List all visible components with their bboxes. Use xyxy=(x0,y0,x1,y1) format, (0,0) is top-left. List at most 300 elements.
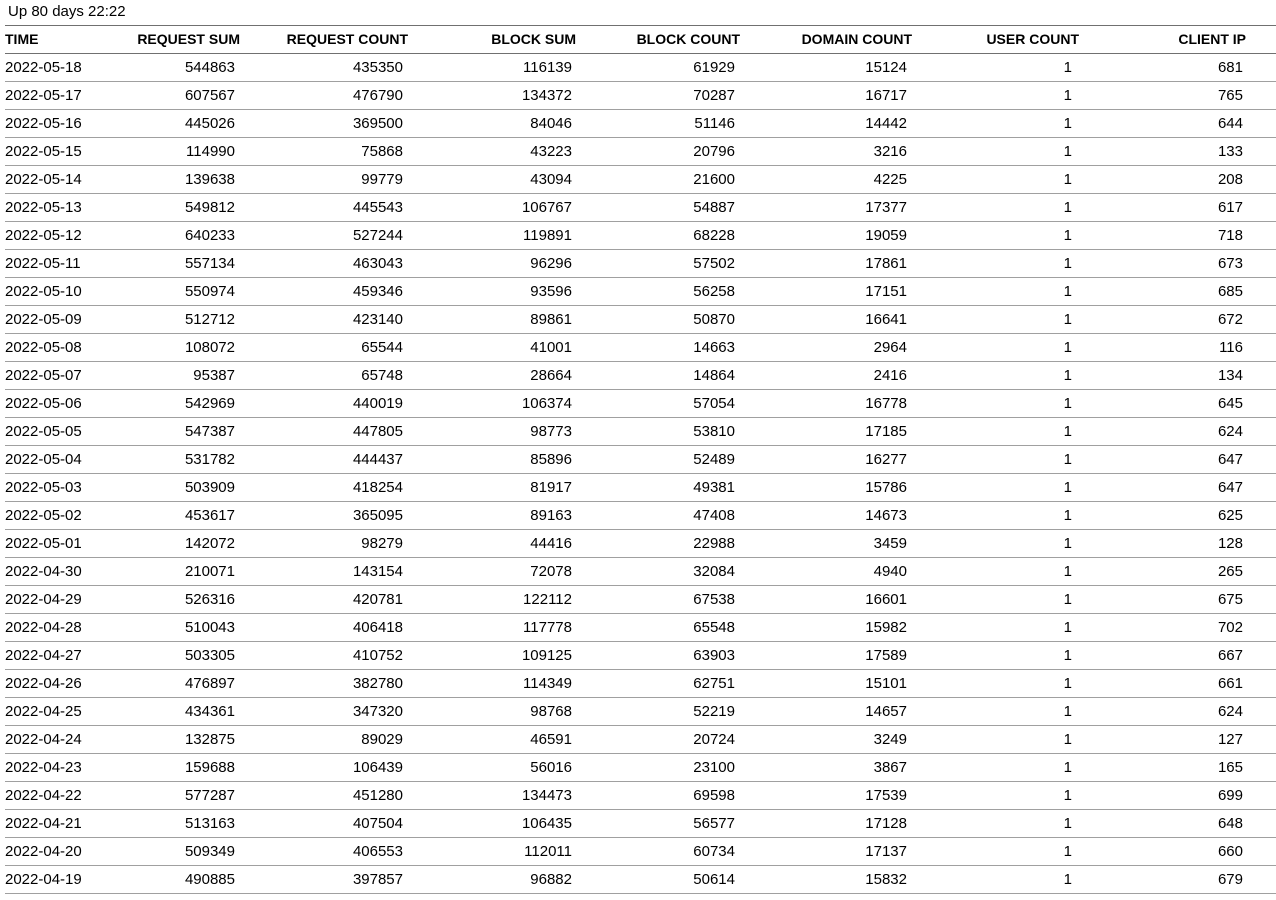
cell-request-sum: 531782 xyxy=(86,446,240,474)
cell-domain-count: 16717 xyxy=(740,82,912,110)
cell-user-count: 1 xyxy=(912,194,1079,222)
cell-block-sum: 56016 xyxy=(408,754,576,782)
cell-block-count: 49381 xyxy=(576,474,740,502)
cell-domain-count: 17377 xyxy=(740,194,912,222)
header-request-sum: REQUEST SUM xyxy=(86,26,240,54)
cell-user-count: 1 xyxy=(912,670,1079,698)
cell-time: 2022-05-12 xyxy=(5,222,86,250)
cell-spacer xyxy=(1246,54,1276,82)
cell-block-sum: 96296 xyxy=(408,250,576,278)
cell-client-ip: 208 xyxy=(1079,166,1246,194)
cell-domain-count: 16601 xyxy=(740,586,912,614)
cell-request-count: 65544 xyxy=(240,334,408,362)
cell-block-sum: 44416 xyxy=(408,530,576,558)
cell-request-count: 382780 xyxy=(240,670,408,698)
cell-user-count: 1 xyxy=(912,362,1079,390)
cell-request-count: 365095 xyxy=(240,502,408,530)
cell-time: 2022-05-05 xyxy=(5,418,86,446)
cell-spacer xyxy=(1246,782,1276,810)
table-row xyxy=(5,866,1276,894)
cell-block-sum: 72078 xyxy=(408,558,576,586)
cell-spacer xyxy=(1246,586,1276,614)
table-row xyxy=(5,306,1276,334)
cell-spacer xyxy=(1246,334,1276,362)
cell-time: 2022-05-10 xyxy=(5,278,86,306)
cell-block-sum: 109125 xyxy=(408,642,576,670)
cell-block-count: 14864 xyxy=(576,362,740,390)
cell-user-count: 1 xyxy=(912,810,1079,838)
cell-request-count: 451280 xyxy=(240,782,408,810)
cell-domain-count: 16641 xyxy=(740,306,912,334)
cell-client-ip: 718 xyxy=(1079,222,1246,250)
cell-spacer xyxy=(1246,866,1276,894)
cell-domain-count: 17861 xyxy=(740,250,912,278)
cell-spacer xyxy=(1246,250,1276,278)
cell-time: 2022-04-28 xyxy=(5,614,86,642)
cell-user-count: 1 xyxy=(912,446,1079,474)
cell-block-sum: 84046 xyxy=(408,110,576,138)
cell-domain-count: 2964 xyxy=(740,334,912,362)
table-row xyxy=(5,558,1276,586)
header-client-ip: CLIENT IP xyxy=(1079,26,1246,54)
table-row xyxy=(5,110,1276,138)
cell-domain-count: 17539 xyxy=(740,782,912,810)
cell-block-sum: 93596 xyxy=(408,278,576,306)
cell-request-count: 459346 xyxy=(240,278,408,306)
cell-request-sum: 547387 xyxy=(86,418,240,446)
cell-spacer xyxy=(1246,670,1276,698)
cell-user-count: 1 xyxy=(912,250,1079,278)
cell-request-sum: 503909 xyxy=(86,474,240,502)
cell-spacer xyxy=(1246,726,1276,754)
cell-spacer xyxy=(1246,530,1276,558)
cell-request-count: 98279 xyxy=(240,530,408,558)
cell-block-count: 60734 xyxy=(576,838,740,866)
cell-block-count: 52219 xyxy=(576,698,740,726)
cell-request-count: 418254 xyxy=(240,474,408,502)
cell-client-ip: 624 xyxy=(1079,418,1246,446)
cell-spacer xyxy=(1246,810,1276,838)
header-spacer xyxy=(1246,26,1276,54)
header-time: TIME xyxy=(5,26,86,54)
cell-user-count: 1 xyxy=(912,782,1079,810)
cell-client-ip: 647 xyxy=(1079,446,1246,474)
cell-time: 2022-04-24 xyxy=(5,726,86,754)
cell-request-sum: 445026 xyxy=(86,110,240,138)
cell-user-count: 1 xyxy=(912,530,1079,558)
table-row xyxy=(5,614,1276,642)
cell-block-count: 32084 xyxy=(576,558,740,586)
cell-time: 2022-05-15 xyxy=(5,138,86,166)
cell-time: 2022-04-21 xyxy=(5,810,86,838)
cell-client-ip: 624 xyxy=(1079,698,1246,726)
table-row xyxy=(5,726,1276,754)
cell-user-count: 1 xyxy=(912,502,1079,530)
table-row xyxy=(5,502,1276,530)
table-row xyxy=(5,362,1276,390)
cell-block-sum: 112011 xyxy=(408,838,576,866)
cell-block-sum: 98773 xyxy=(408,418,576,446)
cell-block-sum: 28664 xyxy=(408,362,576,390)
cell-block-count: 51146 xyxy=(576,110,740,138)
cell-user-count: 1 xyxy=(912,334,1079,362)
cell-request-sum: 108072 xyxy=(86,334,240,362)
table-row xyxy=(5,782,1276,810)
cell-time: 2022-04-26 xyxy=(5,670,86,698)
cell-request-sum: 503305 xyxy=(86,642,240,670)
cell-request-count: 99779 xyxy=(240,166,408,194)
cell-block-sum: 122112 xyxy=(408,586,576,614)
cell-spacer xyxy=(1246,278,1276,306)
cell-block-count: 52489 xyxy=(576,446,740,474)
cell-domain-count: 3216 xyxy=(740,138,912,166)
cell-request-sum: 509349 xyxy=(86,838,240,866)
cell-time: 2022-04-19 xyxy=(5,866,86,894)
cell-client-ip: 702 xyxy=(1079,614,1246,642)
table-row xyxy=(5,222,1276,250)
cell-block-sum: 98768 xyxy=(408,698,576,726)
cell-domain-count: 3867 xyxy=(740,754,912,782)
table-row xyxy=(5,754,1276,782)
cell-block-count: 56258 xyxy=(576,278,740,306)
cell-client-ip: 648 xyxy=(1079,810,1246,838)
cell-spacer xyxy=(1246,502,1276,530)
cell-request-sum: 640233 xyxy=(86,222,240,250)
cell-request-count: 406418 xyxy=(240,614,408,642)
cell-domain-count: 17128 xyxy=(740,810,912,838)
table-row xyxy=(5,586,1276,614)
cell-user-count: 1 xyxy=(912,698,1079,726)
cell-block-sum: 43094 xyxy=(408,166,576,194)
cell-request-sum: 607567 xyxy=(86,82,240,110)
table-row xyxy=(5,82,1276,110)
cell-request-sum: 557134 xyxy=(86,250,240,278)
cell-request-sum: 476897 xyxy=(86,670,240,698)
cell-domain-count: 2416 xyxy=(740,362,912,390)
cell-spacer xyxy=(1246,362,1276,390)
cell-request-sum: 132875 xyxy=(86,726,240,754)
cell-block-count: 53810 xyxy=(576,418,740,446)
cell-block-count: 57502 xyxy=(576,250,740,278)
cell-time: 2022-05-02 xyxy=(5,502,86,530)
cell-block-sum: 89163 xyxy=(408,502,576,530)
cell-client-ip: 644 xyxy=(1079,110,1246,138)
header-block-count: BLOCK COUNT xyxy=(576,26,740,54)
cell-request-sum: 95387 xyxy=(86,362,240,390)
cell-block-sum: 81917 xyxy=(408,474,576,502)
cell-spacer xyxy=(1246,642,1276,670)
cell-block-count: 57054 xyxy=(576,390,740,418)
cell-request-count: 423140 xyxy=(240,306,408,334)
cell-time: 2022-04-29 xyxy=(5,586,86,614)
cell-block-count: 70287 xyxy=(576,82,740,110)
table-row xyxy=(5,838,1276,866)
cell-block-count: 54887 xyxy=(576,194,740,222)
cell-spacer xyxy=(1246,418,1276,446)
cell-client-ip: 675 xyxy=(1079,586,1246,614)
cell-block-count: 56577 xyxy=(576,810,740,838)
header-user-count: USER COUNT xyxy=(912,26,1079,54)
cell-request-count: 75868 xyxy=(240,138,408,166)
cell-block-count: 22988 xyxy=(576,530,740,558)
cell-block-count: 14663 xyxy=(576,334,740,362)
cell-domain-count: 3249 xyxy=(740,726,912,754)
stats-table xyxy=(5,25,1276,894)
cell-block-count: 63903 xyxy=(576,642,740,670)
cell-request-count: 406553 xyxy=(240,838,408,866)
table-row xyxy=(5,54,1276,82)
cell-request-count: 65748 xyxy=(240,362,408,390)
table-row xyxy=(5,530,1276,558)
cell-request-count: 445543 xyxy=(240,194,408,222)
cell-block-count: 47408 xyxy=(576,502,740,530)
cell-block-sum: 134372 xyxy=(408,82,576,110)
cell-request-sum: 513163 xyxy=(86,810,240,838)
cell-user-count: 1 xyxy=(912,726,1079,754)
cell-spacer xyxy=(1246,306,1276,334)
cell-time: 2022-05-09 xyxy=(5,306,86,334)
cell-spacer xyxy=(1246,446,1276,474)
cell-user-count: 1 xyxy=(912,754,1079,782)
cell-client-ip: 660 xyxy=(1079,838,1246,866)
cell-block-sum: 134473 xyxy=(408,782,576,810)
cell-block-count: 65548 xyxy=(576,614,740,642)
table-body xyxy=(5,54,1276,894)
cell-time: 2022-05-07 xyxy=(5,362,86,390)
cell-user-count: 1 xyxy=(912,866,1079,894)
table-header-row xyxy=(5,26,1276,54)
cell-time: 2022-05-11 xyxy=(5,250,86,278)
cell-block-sum: 117778 xyxy=(408,614,576,642)
cell-client-ip: 127 xyxy=(1079,726,1246,754)
cell-user-count: 1 xyxy=(912,306,1079,334)
cell-block-count: 20796 xyxy=(576,138,740,166)
cell-block-sum: 89861 xyxy=(408,306,576,334)
cell-spacer xyxy=(1246,474,1276,502)
cell-time: 2022-05-18 xyxy=(5,54,86,82)
cell-domain-count: 15786 xyxy=(740,474,912,502)
cell-request-count: 89029 xyxy=(240,726,408,754)
cell-client-ip: 673 xyxy=(1079,250,1246,278)
cell-request-sum: 512712 xyxy=(86,306,240,334)
cell-block-sum: 114349 xyxy=(408,670,576,698)
table-row xyxy=(5,278,1276,306)
cell-request-sum: 210071 xyxy=(86,558,240,586)
cell-block-sum: 41001 xyxy=(408,334,576,362)
cell-block-sum: 106374 xyxy=(408,390,576,418)
cell-block-sum: 116139 xyxy=(408,54,576,82)
cell-block-count: 61929 xyxy=(576,54,740,82)
cell-request-sum: 159688 xyxy=(86,754,240,782)
cell-block-sum: 85896 xyxy=(408,446,576,474)
cell-time: 2022-05-03 xyxy=(5,474,86,502)
table-row xyxy=(5,446,1276,474)
cell-request-sum: 453617 xyxy=(86,502,240,530)
cell-spacer xyxy=(1246,698,1276,726)
cell-client-ip: 645 xyxy=(1079,390,1246,418)
cell-client-ip: 116 xyxy=(1079,334,1246,362)
cell-domain-count: 15101 xyxy=(740,670,912,698)
cell-request-sum: 142072 xyxy=(86,530,240,558)
cell-block-count: 50870 xyxy=(576,306,740,334)
table-row xyxy=(5,642,1276,670)
cell-client-ip: 699 xyxy=(1079,782,1246,810)
cell-request-sum: 526316 xyxy=(86,586,240,614)
cell-block-sum: 96882 xyxy=(408,866,576,894)
table-row xyxy=(5,390,1276,418)
cell-user-count: 1 xyxy=(912,138,1079,166)
uptime-status: Up 80 days 22:22 xyxy=(8,3,126,20)
cell-time: 2022-05-06 xyxy=(5,390,86,418)
cell-request-count: 435350 xyxy=(240,54,408,82)
cell-block-count: 62751 xyxy=(576,670,740,698)
table-row xyxy=(5,138,1276,166)
cell-domain-count: 19059 xyxy=(740,222,912,250)
cell-client-ip: 165 xyxy=(1079,754,1246,782)
cell-time: 2022-05-17 xyxy=(5,82,86,110)
cell-domain-count: 17137 xyxy=(740,838,912,866)
table-row xyxy=(5,334,1276,362)
cell-domain-count: 15832 xyxy=(740,866,912,894)
cell-user-count: 1 xyxy=(912,82,1079,110)
table-row xyxy=(5,810,1276,838)
cell-client-ip: 134 xyxy=(1079,362,1246,390)
cell-spacer xyxy=(1246,194,1276,222)
cell-time: 2022-05-04 xyxy=(5,446,86,474)
header-request-count: REQUEST COUNT xyxy=(240,26,408,54)
table-row xyxy=(5,166,1276,194)
cell-spacer xyxy=(1246,138,1276,166)
cell-spacer xyxy=(1246,222,1276,250)
header-domain-count: DOMAIN COUNT xyxy=(740,26,912,54)
cell-time: 2022-05-01 xyxy=(5,530,86,558)
cell-spacer xyxy=(1246,558,1276,586)
cell-time: 2022-05-08 xyxy=(5,334,86,362)
cell-request-sum: 114990 xyxy=(86,138,240,166)
cell-domain-count: 14673 xyxy=(740,502,912,530)
cell-spacer xyxy=(1246,390,1276,418)
table-row xyxy=(5,698,1276,726)
cell-spacer xyxy=(1246,838,1276,866)
cell-block-count: 50614 xyxy=(576,866,740,894)
cell-request-count: 476790 xyxy=(240,82,408,110)
cell-domain-count: 4225 xyxy=(740,166,912,194)
cell-request-count: 106439 xyxy=(240,754,408,782)
cell-user-count: 1 xyxy=(912,614,1079,642)
cell-time: 2022-04-30 xyxy=(5,558,86,586)
cell-request-count: 447805 xyxy=(240,418,408,446)
cell-time: 2022-05-13 xyxy=(5,194,86,222)
cell-request-count: 410752 xyxy=(240,642,408,670)
cell-client-ip: 133 xyxy=(1079,138,1246,166)
cell-client-ip: 647 xyxy=(1079,474,1246,502)
cell-request-count: 407504 xyxy=(240,810,408,838)
cell-user-count: 1 xyxy=(912,110,1079,138)
cell-block-sum: 46591 xyxy=(408,726,576,754)
cell-client-ip: 265 xyxy=(1079,558,1246,586)
table-row xyxy=(5,670,1276,698)
cell-spacer xyxy=(1246,82,1276,110)
table-row xyxy=(5,418,1276,446)
cell-client-ip: 672 xyxy=(1079,306,1246,334)
cell-request-count: 143154 xyxy=(240,558,408,586)
cell-time: 2022-04-23 xyxy=(5,754,86,782)
cell-time: 2022-04-27 xyxy=(5,642,86,670)
cell-request-count: 463043 xyxy=(240,250,408,278)
cell-request-sum: 542969 xyxy=(86,390,240,418)
cell-user-count: 1 xyxy=(912,642,1079,670)
cell-time: 2022-04-22 xyxy=(5,782,86,810)
cell-client-ip: 681 xyxy=(1079,54,1246,82)
cell-request-count: 444437 xyxy=(240,446,408,474)
cell-domain-count: 17151 xyxy=(740,278,912,306)
cell-client-ip: 617 xyxy=(1079,194,1246,222)
cell-spacer xyxy=(1246,754,1276,782)
cell-request-sum: 139638 xyxy=(86,166,240,194)
cell-user-count: 1 xyxy=(912,558,1079,586)
cell-user-count: 1 xyxy=(912,222,1079,250)
cell-request-sum: 550974 xyxy=(86,278,240,306)
cell-user-count: 1 xyxy=(912,586,1079,614)
cell-time: 2022-04-25 xyxy=(5,698,86,726)
cell-block-count: 23100 xyxy=(576,754,740,782)
cell-block-sum: 119891 xyxy=(408,222,576,250)
cell-user-count: 1 xyxy=(912,838,1079,866)
cell-domain-count: 17589 xyxy=(740,642,912,670)
cell-domain-count: 3459 xyxy=(740,530,912,558)
cell-block-count: 21600 xyxy=(576,166,740,194)
cell-client-ip: 128 xyxy=(1079,530,1246,558)
cell-user-count: 1 xyxy=(912,278,1079,306)
cell-block-count: 20724 xyxy=(576,726,740,754)
cell-request-count: 397857 xyxy=(240,866,408,894)
cell-client-ip: 667 xyxy=(1079,642,1246,670)
cell-request-count: 440019 xyxy=(240,390,408,418)
cell-time: 2022-04-20 xyxy=(5,838,86,866)
cell-request-sum: 544863 xyxy=(86,54,240,82)
cell-request-sum: 577287 xyxy=(86,782,240,810)
cell-block-count: 67538 xyxy=(576,586,740,614)
cell-block-sum: 106767 xyxy=(408,194,576,222)
cell-client-ip: 765 xyxy=(1079,82,1246,110)
cell-domain-count: 16778 xyxy=(740,390,912,418)
cell-spacer xyxy=(1246,614,1276,642)
table-row xyxy=(5,250,1276,278)
cell-client-ip: 661 xyxy=(1079,670,1246,698)
cell-block-sum: 43223 xyxy=(408,138,576,166)
cell-domain-count: 17185 xyxy=(740,418,912,446)
cell-request-sum: 434361 xyxy=(86,698,240,726)
cell-client-ip: 679 xyxy=(1079,866,1246,894)
cell-domain-count: 14442 xyxy=(740,110,912,138)
cell-client-ip: 625 xyxy=(1079,502,1246,530)
cell-spacer xyxy=(1246,110,1276,138)
cell-user-count: 1 xyxy=(912,418,1079,446)
cell-block-count: 68228 xyxy=(576,222,740,250)
cell-user-count: 1 xyxy=(912,390,1079,418)
cell-user-count: 1 xyxy=(912,474,1079,502)
cell-block-count: 69598 xyxy=(576,782,740,810)
cell-time: 2022-05-14 xyxy=(5,166,86,194)
cell-request-count: 527244 xyxy=(240,222,408,250)
cell-domain-count: 14657 xyxy=(740,698,912,726)
cell-domain-count: 15124 xyxy=(740,54,912,82)
cell-request-sum: 490885 xyxy=(86,866,240,894)
cell-request-sum: 549812 xyxy=(86,194,240,222)
cell-request-count: 347320 xyxy=(240,698,408,726)
cell-request-count: 420781 xyxy=(240,586,408,614)
cell-spacer xyxy=(1246,166,1276,194)
